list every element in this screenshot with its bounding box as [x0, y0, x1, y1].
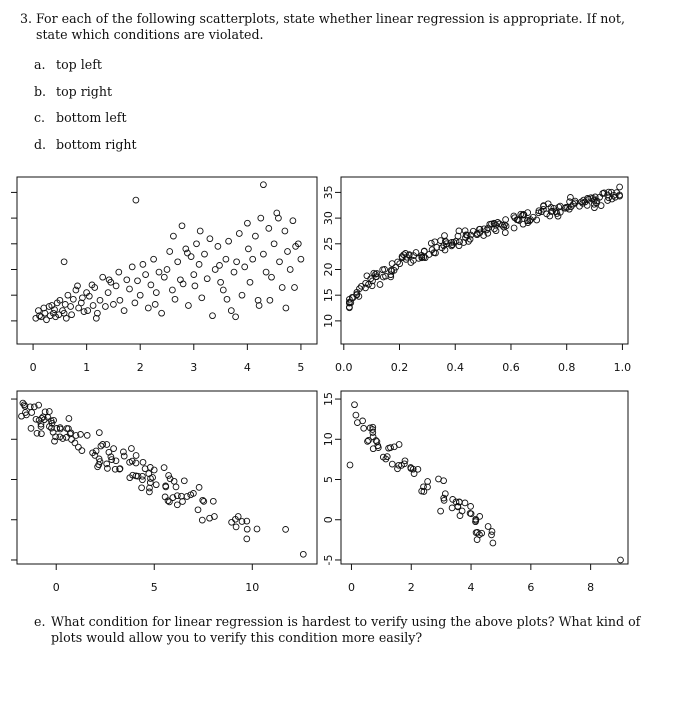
x-tick-label: 0.2	[390, 361, 409, 374]
x-tick-label: 0.8	[557, 361, 576, 374]
data-point	[139, 485, 145, 491]
option-label: d.	[34, 136, 47, 152]
x-tick-label: 0	[52, 581, 60, 594]
data-point	[129, 264, 135, 270]
data-point	[224, 296, 230, 302]
data-point	[164, 267, 170, 273]
data-point	[172, 296, 178, 302]
data-point	[121, 308, 127, 314]
data-point	[173, 484, 179, 490]
data-point	[81, 309, 87, 315]
data-point	[242, 264, 248, 270]
data-point	[61, 259, 67, 265]
x-tick-label: 6	[527, 581, 535, 594]
option-text: bottom right	[56, 136, 137, 152]
option-label: b.	[34, 83, 47, 99]
data-point	[231, 269, 237, 275]
data-point	[197, 228, 203, 234]
y-tick-label: 25	[322, 236, 335, 251]
data-point	[360, 418, 366, 424]
data-point	[66, 416, 72, 422]
data-point	[261, 251, 267, 257]
data-point	[449, 505, 455, 511]
data-point	[236, 231, 242, 237]
data-point	[283, 305, 289, 311]
data-point	[62, 302, 68, 308]
data-point	[266, 226, 272, 232]
data-point	[79, 448, 85, 454]
data-point	[428, 240, 434, 246]
question-e	[34, 614, 654, 646]
data-point	[285, 249, 291, 255]
data-point	[292, 285, 298, 291]
data-point	[113, 283, 119, 289]
data-point	[290, 218, 296, 224]
data-point	[175, 259, 181, 265]
data-point	[247, 279, 253, 285]
data-point	[442, 233, 448, 239]
data-point	[485, 524, 491, 530]
data-point	[117, 297, 123, 303]
data-point	[127, 286, 133, 292]
data-point	[199, 517, 205, 523]
data-point	[364, 273, 370, 279]
data-point	[153, 290, 159, 296]
plot-frame	[341, 391, 628, 564]
option-label: c.	[34, 110, 46, 125]
data-point	[245, 220, 251, 226]
data-point	[150, 475, 156, 481]
data-point	[132, 300, 138, 306]
data-point	[432, 239, 438, 245]
data-point	[361, 425, 367, 431]
data-point	[140, 262, 146, 268]
data-point	[195, 507, 201, 513]
x-tick-label: 0.0	[335, 361, 353, 374]
data-point	[52, 307, 58, 313]
option-text: top right	[56, 83, 113, 99]
data-point	[105, 290, 111, 296]
data-point	[85, 308, 91, 314]
data-point	[180, 281, 186, 287]
data-point	[180, 499, 186, 505]
data-point	[140, 459, 146, 465]
data-point	[462, 500, 468, 506]
data-point	[207, 236, 213, 242]
data-point	[133, 197, 139, 203]
data-point	[152, 302, 158, 308]
data-point	[116, 269, 122, 275]
data-point	[181, 478, 187, 484]
data-point	[598, 203, 604, 209]
y-tick-label: 35	[322, 185, 335, 200]
data-point	[234, 259, 240, 265]
data-point	[184, 494, 190, 500]
data-point	[167, 249, 173, 255]
data-point	[28, 426, 34, 432]
data-point	[511, 225, 517, 231]
data-point	[192, 283, 198, 289]
x-tick-label: 1.0	[613, 361, 632, 374]
question-text: For each of the following scatterplots, state whether linear regression is appropriate. If not, state which conditions are violated.	[36, 11, 625, 42]
data-point	[353, 412, 359, 418]
data-point	[162, 494, 168, 500]
data-point	[617, 184, 623, 190]
data-point	[250, 256, 256, 262]
data-point	[188, 254, 194, 260]
data-point	[121, 453, 127, 459]
data-point	[477, 514, 483, 520]
data-point	[218, 279, 224, 285]
y-tick-label: 20	[322, 262, 335, 277]
data-point	[244, 526, 250, 532]
data-point	[196, 485, 202, 491]
data-point	[72, 440, 78, 446]
scatterplot-top-right	[322, 177, 631, 374]
x-tick-label: 1	[83, 361, 91, 374]
x-tick-label: 3	[190, 361, 198, 374]
data-point	[124, 277, 130, 283]
option-label: a.	[34, 57, 46, 72]
data-point	[84, 433, 90, 439]
data-point	[263, 269, 269, 275]
x-tick-label: 8	[587, 581, 595, 594]
data-point	[151, 256, 157, 262]
data-point	[196, 262, 202, 268]
question-number: 3.	[20, 11, 33, 26]
data-point	[239, 292, 245, 298]
data-point	[436, 476, 442, 482]
data-point	[142, 466, 148, 472]
data-point	[147, 485, 153, 491]
y-tick-label: 10	[322, 432, 335, 447]
data-point	[347, 462, 353, 468]
data-point	[156, 269, 162, 275]
data-point	[143, 272, 149, 278]
x-tick-label: 0	[347, 581, 355, 594]
x-tick-label: 0.4	[446, 361, 464, 374]
data-point	[425, 479, 431, 485]
data-point	[217, 263, 223, 269]
data-point	[39, 431, 45, 437]
data-point	[389, 461, 395, 467]
data-point	[215, 244, 221, 250]
data-point	[153, 482, 159, 488]
data-point	[468, 504, 474, 510]
data-point	[204, 276, 210, 282]
data-point	[271, 241, 277, 247]
data-point	[279, 285, 285, 291]
data-point	[389, 261, 395, 267]
data-point	[490, 540, 496, 546]
data-point	[98, 443, 104, 449]
data-point	[283, 527, 289, 533]
data-point	[438, 508, 444, 514]
data-point	[159, 310, 165, 316]
data-point	[226, 238, 232, 244]
data-point	[489, 532, 495, 538]
data-point	[396, 442, 402, 448]
data-point	[493, 228, 499, 234]
scatterplot-bottom-left	[11, 391, 317, 594]
data-point	[97, 297, 103, 303]
data-point	[233, 524, 239, 530]
data-point	[63, 315, 69, 321]
data-point	[269, 274, 275, 280]
data-point	[210, 313, 216, 319]
data-point	[103, 304, 109, 310]
data-point	[161, 274, 167, 280]
data-point	[246, 246, 252, 252]
data-point	[220, 287, 226, 293]
x-tick-label: 4	[243, 361, 251, 374]
question-e-text: What condition for linear regression is hardest to verify using the above plots? What kind of plots would allow you to verify this condition more easily?	[51, 614, 641, 645]
data-point	[90, 303, 96, 309]
data-point	[395, 466, 401, 472]
x-tick-label: 5	[150, 581, 158, 594]
data-point	[46, 409, 52, 415]
data-point	[69, 312, 75, 318]
data-point	[352, 402, 358, 408]
data-point	[70, 296, 76, 302]
y-tick-label: 10	[322, 313, 335, 328]
data-point	[135, 278, 141, 284]
data-point	[178, 277, 184, 283]
x-tick-label: 0.6	[502, 361, 520, 374]
x-tick-label: 10	[245, 581, 260, 594]
data-point	[194, 241, 200, 247]
question-e-label: e.	[34, 614, 46, 629]
data-point	[65, 292, 71, 298]
data-point	[503, 217, 509, 223]
data-point	[100, 442, 106, 448]
y-tick-label: -5	[322, 554, 335, 566]
data-point	[229, 519, 235, 525]
data-point	[68, 304, 74, 310]
data-point	[100, 274, 106, 280]
x-tick-label: 4	[467, 581, 475, 594]
data-point	[210, 498, 216, 504]
data-point	[298, 256, 304, 262]
data-point	[267, 297, 273, 303]
x-tick-label: 5	[297, 361, 305, 374]
data-point	[202, 251, 208, 257]
data-point	[254, 526, 260, 532]
x-tick-label: 2	[407, 581, 415, 594]
data-point	[282, 228, 288, 234]
data-point	[133, 453, 139, 459]
data-point	[228, 308, 234, 314]
data-point	[618, 557, 624, 563]
data-point	[502, 230, 508, 236]
data-point	[38, 314, 44, 320]
data-point	[253, 233, 259, 239]
data-point	[148, 282, 154, 288]
scatterplot-top-left	[11, 177, 317, 374]
data-point	[69, 437, 75, 443]
data-point	[111, 302, 117, 308]
data-point	[300, 551, 306, 557]
data-point	[277, 259, 283, 265]
data-point	[287, 267, 293, 273]
data-point	[261, 182, 267, 188]
option-text: bottom left	[56, 110, 127, 125]
y-tick-label: 15	[322, 288, 335, 303]
data-point	[258, 215, 264, 221]
data-point	[191, 272, 197, 278]
x-tick-label: 0	[29, 361, 37, 374]
option-text: top left	[56, 57, 102, 72]
y-tick-label: 0	[322, 516, 335, 524]
data-point	[244, 536, 250, 542]
data-point	[174, 502, 180, 508]
x-tick-label: 2	[136, 361, 144, 374]
data-point	[170, 287, 176, 293]
data-point	[377, 282, 383, 288]
y-tick-label: 5	[322, 476, 335, 484]
data-point	[161, 465, 167, 471]
y-tick-label: 30	[322, 211, 335, 226]
scatterplot-bottom-right	[322, 391, 628, 594]
data-point	[129, 446, 135, 452]
data-point	[233, 314, 239, 320]
data-point	[145, 305, 151, 311]
data-point	[96, 430, 102, 436]
data-point	[199, 295, 205, 301]
data-point	[276, 215, 282, 221]
data-point	[223, 256, 229, 262]
data-point	[137, 292, 143, 298]
data-point	[186, 303, 192, 309]
y-tick-label: 15	[322, 392, 335, 407]
data-point	[179, 223, 185, 229]
data-point	[171, 233, 177, 239]
